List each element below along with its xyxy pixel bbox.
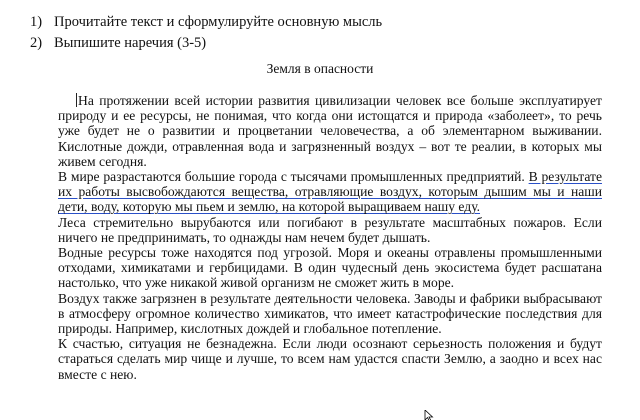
paragraph[interactable] — [58, 93, 602, 169]
paragraph[interactable] — [58, 336, 602, 382]
task-number: 2) — [30, 35, 43, 51]
mouse-pointer-icon — [424, 410, 434, 420]
task-text: Прочитайте текст и сформулируйте основную мысль — [54, 14, 383, 30]
text-cursor — [76, 93, 77, 107]
task-text: Выпишите наречия (3-5) — [54, 35, 207, 51]
task-list — [30, 12, 382, 54]
paragraph[interactable] — [58, 291, 602, 337]
paragraph-text: К счастью, ситуация не безнадежна. Если люди осознают серьезность положения и будут стараться сделать мир чище и лучше, то всем нам удастся спасти Землю, а заодно и всех нас вместе с нею. — [58, 336, 602, 382]
task-item — [30, 12, 382, 33]
grammar-flagged-text[interactable]: В результате их работы высвобождаются вещества, отравляющие воздух, которым дышим мы и наши дети, воду, которую мы пьем и землю, на которой выращиваем нашу еду. — [58, 169, 602, 215]
paragraph-text: Воздух также загрязнен в результате деятельности человека. Заводы и фабрики выбрасывают в атмосферу огромное количество химикатов, что имеет катастрофические последствия для природы. Например, кислотных дождей и глобальное потепление. — [58, 290, 602, 337]
paragraph-text: На протяжении всей истории развития цивилизации человек все больше эксплуатирует природу и ее ресурсы, не понимая, что когда они истощатся и природа «заболеет», то речь уже будет не о развитии и процветании человечества, а об элементарном выживании. Кислотные дожди, отравленная вода и загрязненный воздух – вот те реалии, в которых мы живем сегодня. — [58, 93, 602, 169]
paragraph-text: Водные ресурсы тоже находятся под угрозой. Моря и океаны отравлены промышленными отходами, химикатами и гербицидами. В один чудесный день экосистема будет расшатана настолько, что уже никакой живой организм не сможет жить в море. — [58, 245, 602, 291]
task-item — [30, 33, 382, 54]
paragraph[interactable] — [58, 169, 602, 215]
paragraph-text: В мире разрастаются большие города с тысячами промышленных предприятий. — [58, 169, 529, 185]
paragraph-text: Леса стремительно вырубаются или погибают в результате масштабных пожаров. Если ничего не предпринимать, то однажды нам нечем будет дышать. — [58, 214, 602, 245]
document-body[interactable] — [58, 93, 602, 382]
document-title: Земля в опасности — [266, 61, 374, 76]
paragraph[interactable] — [58, 215, 602, 245]
paragraph[interactable] — [58, 245, 602, 291]
task-number: 1) — [30, 14, 43, 30]
